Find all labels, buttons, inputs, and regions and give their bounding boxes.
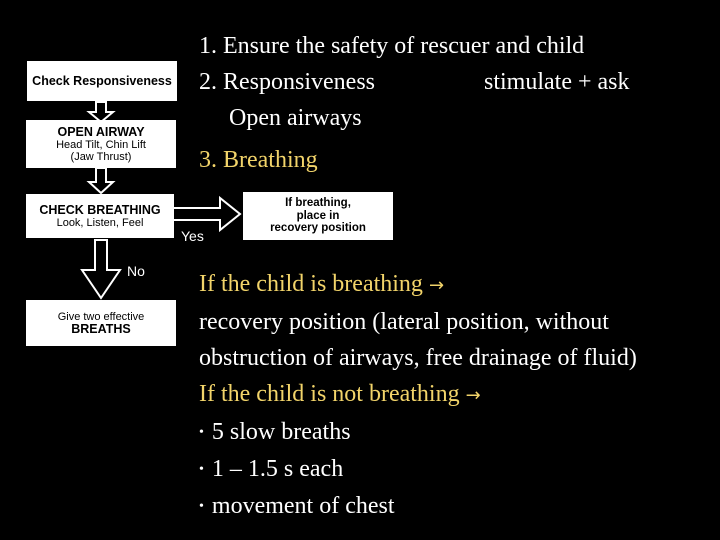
bullet-text: 1 – 1.5 s each: [211, 456, 344, 482]
bullet-item: [199, 488, 714, 525]
arrow-right-yes: [173, 198, 240, 230]
give-breaths-box: [26, 300, 176, 346]
bullet-text: 5 slow breaths: [211, 419, 351, 445]
breathing-heading: [199, 266, 714, 304]
if-breathing-box: [243, 192, 393, 240]
body-text: [199, 266, 714, 525]
arrow-down-1: [89, 102, 113, 122]
arrow-down-no: [82, 240, 120, 298]
give-breaths-line1: Give two effective: [57, 310, 145, 323]
not-breathing-heading: [199, 376, 714, 414]
bullet-dot-icon: •: [199, 462, 204, 477]
bullet-dot-icon: •: [199, 499, 204, 514]
open-airway-box: [26, 120, 176, 168]
step-1: 1. Ensure the safety of rescuer and child: [199, 33, 585, 59]
check-breathing-box: [26, 194, 174, 238]
open-airway-title: OPEN AIRWAY: [57, 124, 145, 139]
open-airway-line1: Head Tilt, Chin Lift: [56, 138, 146, 151]
right-arrow-icon: →: [428, 275, 445, 296]
check-responsiveness-label: Check Responsiveness: [32, 73, 172, 88]
recovery-line-1: recovery position (lateral position, without: [199, 309, 609, 335]
step-2-ask: stimulate + ask: [484, 69, 630, 95]
step-2: 2. Responsiveness: [199, 69, 375, 95]
if-breathing-line2: place in: [296, 209, 340, 222]
if-breathing-line3: recovery position: [270, 222, 366, 235]
breathing-heading-text: If the child is breathing: [199, 271, 423, 297]
yes-label: Yes: [181, 228, 204, 244]
right-arrow-icon: →: [465, 385, 481, 406]
give-breaths-line2: BREATHS: [71, 321, 131, 336]
check-breathing-line1: Look, Listen, Feel: [56, 216, 144, 229]
check-responsiveness-box: [27, 61, 177, 101]
bullet-item: [199, 414, 714, 451]
arrow-down-2: [89, 168, 113, 193]
if-breathing-line1: If breathing,: [285, 197, 351, 210]
bullet-item: [199, 451, 714, 488]
step-3: 3. Breathing: [199, 147, 318, 173]
bullet-text: movement of chest: [211, 493, 395, 519]
no-label: No: [127, 263, 145, 279]
check-breathing-title: CHECK BREATHING: [39, 202, 161, 217]
open-airway-line2: (Jaw Thrust): [70, 150, 132, 163]
bullet-dot-icon: •: [199, 425, 204, 440]
recovery-line-2: obstruction of airways, free drainage of fluid): [199, 345, 637, 371]
not-breathing-heading-text: If the child is not breathing: [199, 381, 460, 407]
step-2-sub: Open airways: [229, 105, 362, 131]
